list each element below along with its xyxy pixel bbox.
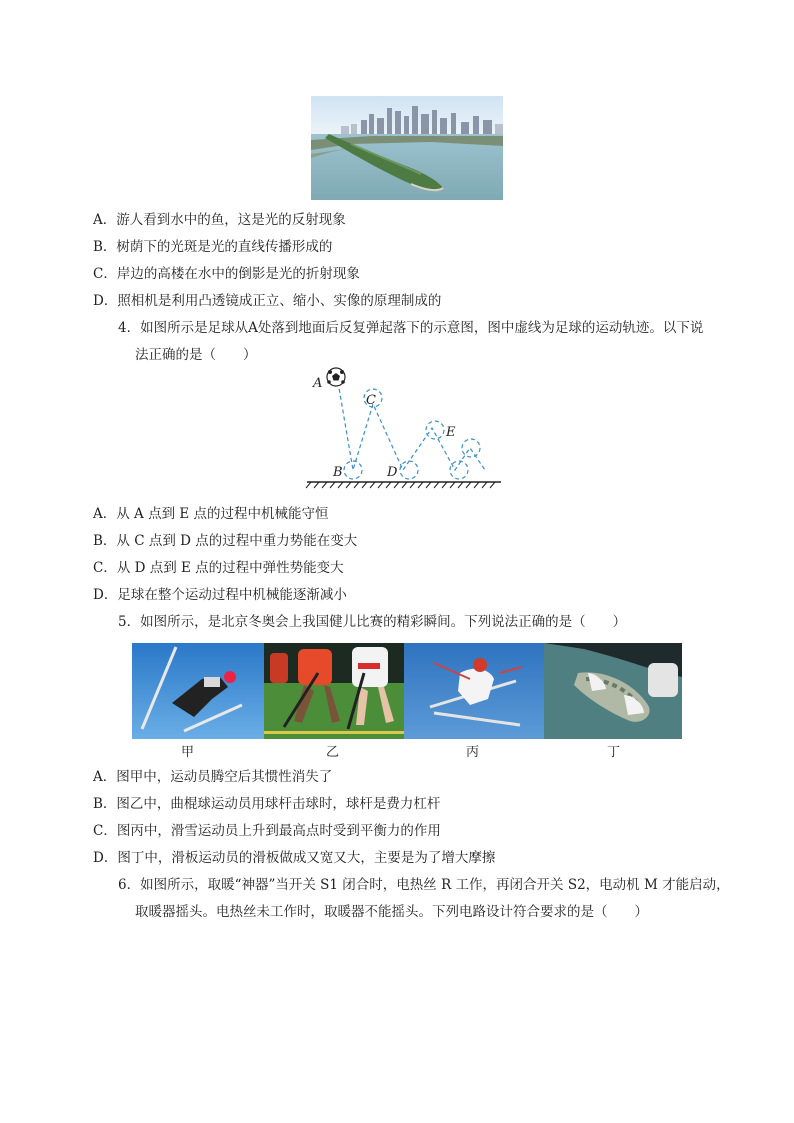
point-label-b: B: [333, 465, 343, 480]
ski-jump-photo: [132, 643, 264, 739]
q3-option-a: A．游人看到水中的鱼，这是光的反射现象: [93, 212, 346, 228]
q5-stem-line1: 5．如图所示，是北京冬奥会上我国健儿比赛的精彩瞬间。下列说法正确的是（ ）: [118, 614, 627, 630]
skateboard-photo: [544, 643, 682, 739]
q4-stem-line1: 4．如图所示是足球从A处落到地面后反复弹起落下的示意图，图中虚线为足球的运动轨迹。以下说: [118, 320, 704, 336]
q4-option-d: D．足球在整个运动过程中机械能逐渐减小: [93, 587, 347, 603]
q5-option-b: B．图乙中，曲棍球运动员用球杆击球时，球杆是费力杠杆: [93, 796, 441, 812]
q5-option-a: A．图甲中，运动员腾空后其惯性消失了: [93, 769, 333, 785]
q4-stem-line2: 法正确的是（ ）: [135, 347, 257, 363]
q3-option-c: C．岸边的高楼在水中的倒影是光的折射现象: [93, 266, 360, 282]
caption-jia: 甲: [181, 745, 195, 760]
city-island-photo: [311, 96, 503, 200]
caption-ding: 丁: [607, 745, 621, 760]
caption-bing: 丙: [466, 745, 480, 760]
bouncing-ball-diagram: [305, 366, 510, 496]
point-label-a: A: [313, 376, 323, 391]
point-label-e: E: [446, 425, 456, 440]
point-label-d: D: [387, 465, 398, 480]
point-label-c: C: [366, 393, 376, 408]
soccer-ball-icon: [327, 368, 345, 386]
q6-stem-line1: 6．如图所示，取暖“神器”当开关 S1 闭合时，电热丝 R 工作，再闭合开关 S2，电动机 M 才能启动，: [118, 877, 730, 893]
freestyle-ski-photo: [404, 643, 544, 739]
caption-yi: 乙: [326, 745, 340, 760]
q5-option-d: D．图丁中，滑板运动员的滑板做成又宽又大，主要是为了增大摩擦: [93, 850, 496, 866]
field-hockey-photo: [264, 643, 404, 739]
q4-option-b: B．从 C 点到 D 点的过程中重力势能在变大: [93, 533, 358, 549]
q5-option-c: C．图丙中，滑雪运动员上升到最高点时受到平衡力的作用: [93, 823, 441, 839]
q3-option-b: B．树荫下的光斑是光的直线传播形成的: [93, 239, 333, 255]
q6-stem-line2: 取暖器摇头。电热丝未工作时，取暖器不能摇头。下列电路设计符合要求的是（ ）: [135, 904, 648, 920]
q3-option-d: D．照相机是利用凸透镜成正立、缩小、实像的原理制成的: [93, 293, 442, 309]
q4-option-c: C．从 D 点到 E 点的过程中弹性势能变大: [93, 560, 344, 576]
q4-option-a: A．从 A 点到 E 点的过程中机械能守恒: [93, 506, 329, 522]
